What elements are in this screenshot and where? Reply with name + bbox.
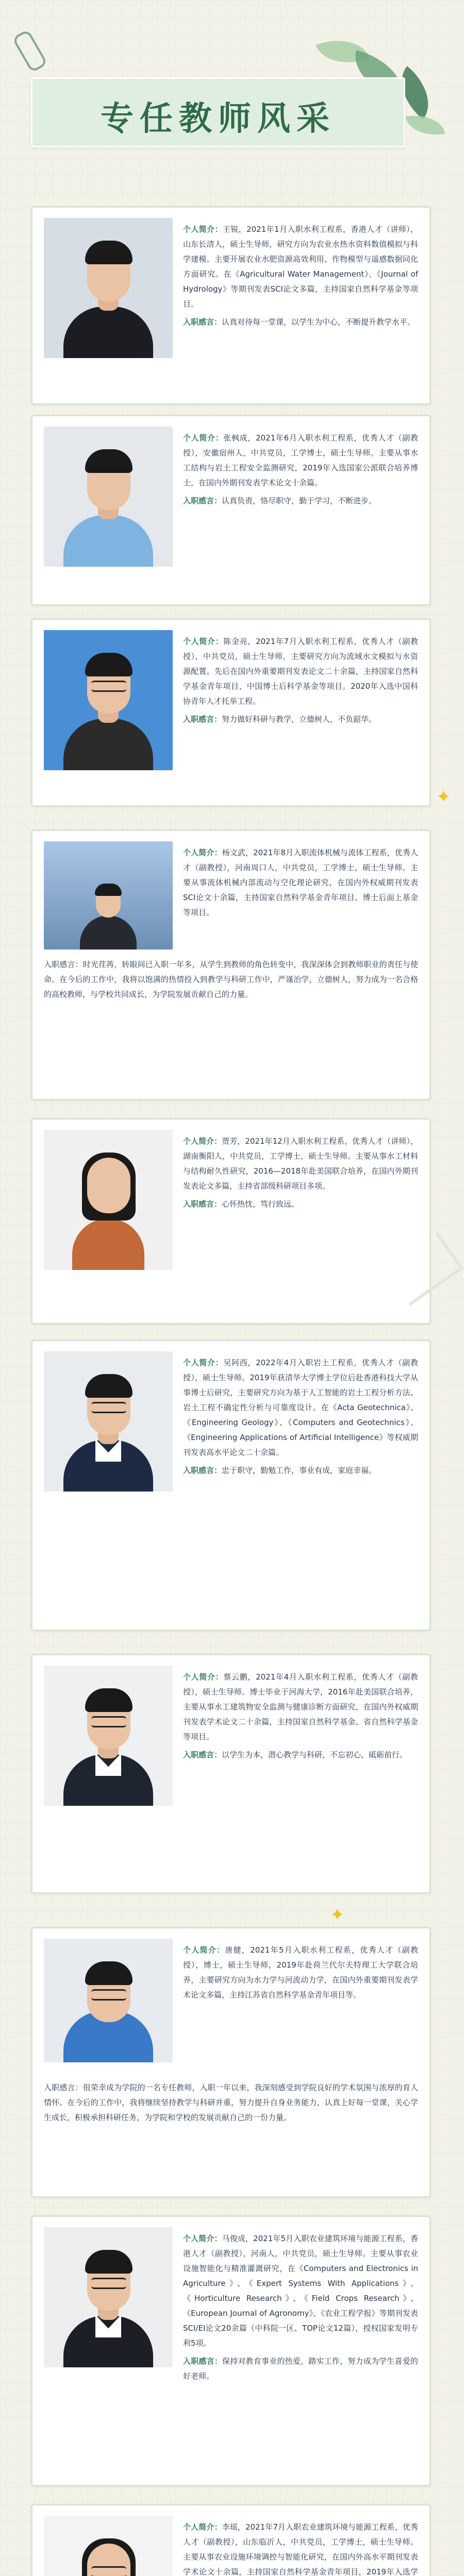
teacher-intro: 王锐，2021年1月入职水利工程系，香港人才（讲师），山东长清人，硕士生导师，研究方向为农业水热水资料数值模拟与科学建模。主要开展农业水肥资源高效利用、作物模型与遥感数据同化方面研究。在《Agricultural Water Management》、《Journal of Hydrology》等期刊发表SCI论文多篇，主持国家自然科学基金等项目。	[183, 225, 418, 309]
sparkle-icon: ✦	[330, 1905, 345, 1925]
teacher-statement	[44, 2080, 418, 2125]
teacher-direction: 入职感言：时光荏苒，转眼间已入职一年多，从学生到教师的角色转变中，我深深体会到教师职业的责任与使命。在今后的工作中，我将以饱满的热情投入到教学与科研工作中，严谨治学，立德树人，努力成为一名合格的高校教师，与学校共同成长，为学院发展贡献自己的力量。	[44, 960, 418, 999]
intro-label: 个人简介：	[183, 2522, 222, 2532]
intro-label: 个人简介：	[183, 2234, 222, 2243]
teacher-card	[31, 1340, 431, 1631]
intro-label: 个人简介：	[183, 637, 224, 646]
teacher-photo	[44, 1939, 173, 2062]
teacher-card	[31, 618, 431, 807]
teacher-card	[31, 1118, 431, 1325]
teacher-info	[183, 634, 418, 730]
teacher-photo	[44, 1666, 173, 1806]
teacher-info	[183, 431, 418, 512]
title-banner	[31, 77, 405, 147]
teacher-statement	[44, 957, 418, 1002]
teacher-photo	[44, 1130, 173, 1270]
teacher-photo	[44, 841, 173, 950]
teacher-info	[183, 2231, 418, 2387]
teacher-direction: 以学生为本，潜心教学与科研，不忘初心，砥砺前行。	[222, 1750, 408, 1759]
intro-label: 个人简介：	[183, 433, 224, 443]
direction-label: 入职感言：	[183, 317, 222, 327]
teacher-photo	[44, 427, 173, 567]
teacher-photo	[44, 2227, 173, 2367]
teacher-info	[183, 1943, 418, 2006]
teacher-intro: 马俊成，2021年5月入职农业建筑环境与能源工程系，香港人才（副教授），河南人，中共党员，硕士生导师。主要从事农业设施智能化与精准灌溉研究，在《Computers and Electronics in Agriculture》、《Expert Systems With Applications》、《Horticulture Research》、《Field Crops Research》、《European Journal of Agronomy》、《农业工程学报》等期刊发表SCI/EI论文20余篇（中科院一区、TOP论文12篇），授权国家发明专利5项。	[183, 2234, 418, 2348]
teacher-direction: 忠于职守，勤勉工作，事业有成，家庭幸福。	[222, 1466, 377, 1475]
teacher-intro: 张枫成，2021年6月入职水利工程系，优秀人才（副教授），安徽宿州人，中共党员，工学博士，硕士生导师。主要从事水工结构与岩土工程安全监测研究，2019年入选国家公派联合培养博士，在国内外期刊发表学术论文十余篇。	[183, 433, 418, 487]
teacher-card	[31, 829, 431, 1100]
teacher-direction: 保持对教育事业的热爱，踏实工作，努力成为学生喜爱的好老师。	[183, 2357, 418, 2381]
teacher-info	[183, 1134, 418, 1215]
teacher-card	[31, 1927, 431, 2198]
teacher-direction: 认真对待每一堂课，以学生为中心，不断提升教学水平。	[222, 317, 416, 327]
page-header	[0, 0, 464, 196]
teacher-direction: 入职感言：很荣幸成为学院的一名专任教师，入职一年以来，我深刻感受到学院良好的学术氛围与浓厚的育人情怀。在今后的工作中，我将继续坚持教学与科研并重，努力提升自身业务能力，认真上好每一堂课，关心学生成长，积极承担科研任务，为学院和学校的发展贡献自己的一份力量。	[44, 2083, 418, 2122]
teacher-intro: 杨文武，2021年8月入职流体机械与流体工程系，优秀人才（副教授），河南周口人，中共党员，工学博士，硕士生导师。主要从事流体机械内部流动与空化理论研究，在国内外权威期刊发表SCI论文十余篇，主持国家自然科学基金青年项目、博士后面上基金等项目。	[183, 848, 418, 917]
intro-label: 个人简介：	[183, 1672, 224, 1682]
teacher-direction: 心怀热忱，笃行致远。	[222, 1199, 300, 1209]
teacher-card	[31, 2215, 431, 2486]
direction-label: 入职感言：	[183, 2357, 223, 2366]
teacher-intro: 唐健，2021年5月入职水利工程系，优秀人才（副教授），博士，硕士生导师，2019年赴荷兰代尔夫特理工大学联合培养，主要研究方向为水力学与河流动力学，在国内外重要期刊发表学术论文多篇，主持江苏省自然科学基金青年项目等。	[183, 1945, 418, 1999]
direction-label: 入职感言：	[183, 715, 222, 724]
teacher-direction: 努力做好科研与教学，立德树人，不负韶华。	[222, 715, 377, 724]
teacher-info	[183, 1670, 418, 1766]
teacher-card	[31, 206, 431, 405]
teacher-photo	[44, 2516, 173, 2576]
intro-label: 个人简介：	[183, 848, 222, 857]
teacher-photo	[44, 218, 173, 358]
direction-label: 入职感言：	[183, 496, 222, 505]
teacher-intro: 陈金亮，2021年7月入职水利工程系，优秀人才（副教授），中共党员，硕士生导师，主要研究方向为流域水文模拟与水资源配置。先后在国内外重要期刊发表论文二十余篇，主持国家自然科学基金青年项目、中国博士后科学基金等项目。2020年入选中国科协青年人才托举工程。	[183, 637, 418, 706]
teacher-intro: 贾芳，2021年12月入职水利工程系，优秀人才（讲师），湖南衡阳人，中共党员，工学博士，硕士生导师。主要从事水工材料与结构耐久性研究，2016—2018年赴美国联合培养，在国内外期刊发表论文多篇，主持省部级科研项目多项。	[183, 1137, 418, 1191]
teacher-info	[183, 845, 418, 923]
teacher-photo	[44, 630, 173, 770]
paperclip-icon	[12, 29, 48, 73]
sparkle-icon: ✦	[436, 787, 451, 807]
direction-label: 入职感言：	[183, 1199, 222, 1209]
intro-label: 个人简介：	[183, 1137, 222, 1146]
teacher-info	[183, 2520, 418, 2576]
direction-label: 入职感言：	[183, 1466, 222, 1475]
teacher-intro: 李瑶，2021年7月入职农业建筑环境与能源工程系，优秀人才（副教授），山东临沂人，中共党员，工学博士，硕士生导师。主要从事农业设施环境调控与智能化研究，在国内外高水平期刊发表学术论文十余篇，主持国家自然科学基金青年项目，2019年入选学	[183, 2522, 418, 2576]
teacher-card	[31, 2504, 431, 2576]
teacher-card	[31, 1654, 431, 1894]
teacher-photo	[44, 1351, 173, 1492]
teacher-info	[183, 222, 418, 333]
teacher-direction: 认真负责，恪尽职守，勤于学习，不断进步。	[222, 496, 377, 505]
intro-label: 个人简介：	[183, 1358, 224, 1367]
teacher-info	[183, 1355, 418, 1481]
direction-label: 入职感言：	[183, 1750, 222, 1759]
intro-label: 个人简介：	[183, 225, 223, 234]
teacher-card	[31, 415, 431, 606]
intro-label: 个人简介：	[183, 1945, 225, 1955]
page-title: 专任教师风采	[101, 99, 336, 138]
teacher-intro: 吴阿西，2022年4月入职岩土工程系，优秀人才（副教授），硕士生导师。2019年获清华大学博士学位后赴香港科技大学从事博士后研究，主要研究方向为基于人工智能的岩土工程分析方法、岩土工程不确定性分析与可靠度设计。在《Acta Geotechnica》、《Engineering Geology》、《Computers and Geotechnics》、《Engineering Applications of Artificial Intelligence》等权威期刊发表高水平论文二十余篇。	[183, 1358, 418, 1457]
teacher-intro: 蔡云鹏，2021年4月入职水利工程系，优秀人才（副教授），硕士生导师。博士毕业于河海大学，2016年赴美国联合培养，主要从事水工建筑物安全监测与健康诊断方面研究，在国内外权威期刊发表学术论文二十余篇，主持国家自然科学基金、省自然科学基金等项目。	[183, 1672, 418, 1741]
